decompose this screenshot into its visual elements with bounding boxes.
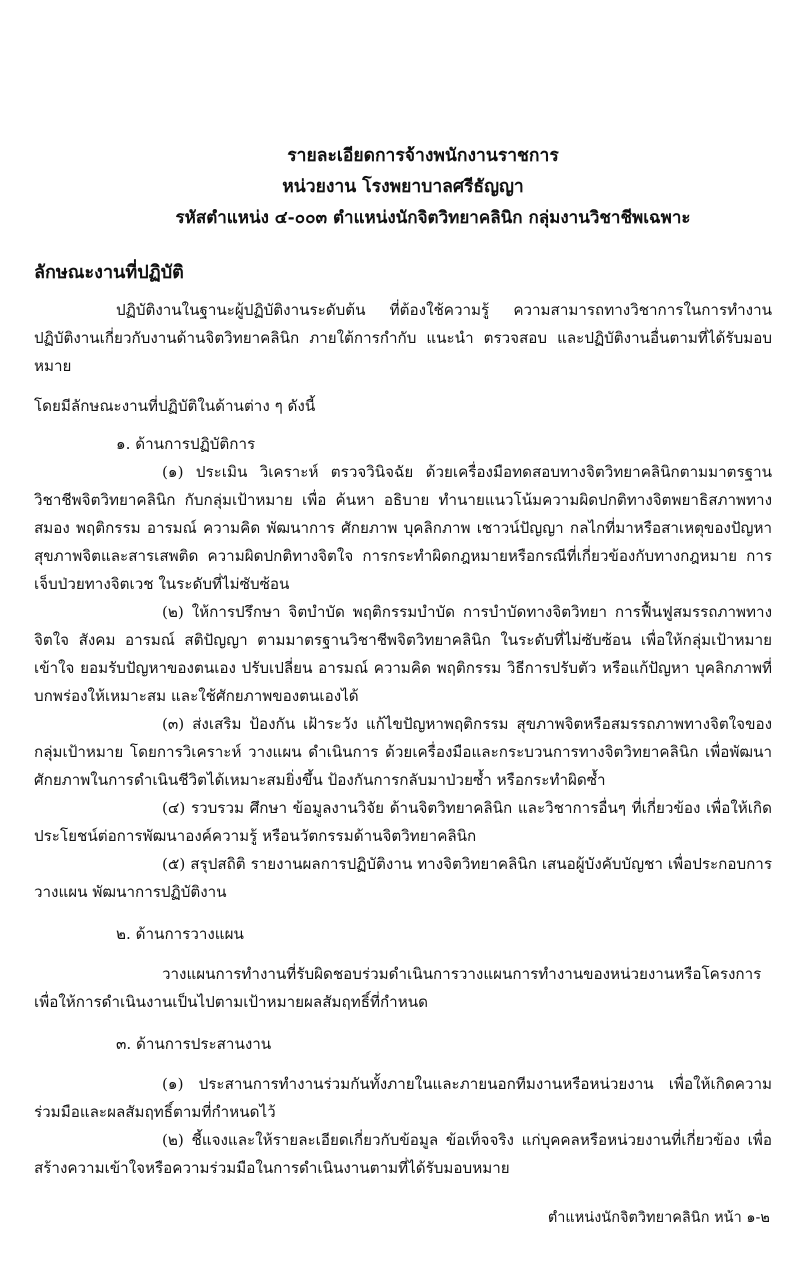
coordination-item-2: (๒) ชี้แจงและให้รายละเอียดเกี่ยวกับข้อมูล ข้อเท็จจริง แก่บุคคลหรือหน่วยงานที่เกี่ยวข้อง เพื่อสร้างความเข้าใจหรือความร่วมมือในการดำเนินงานตามที่ได้รับมอบหมาย (34, 1131, 772, 1177)
section-heading: ลักษณะงานที่ปฏิบัติ (34, 262, 184, 283)
document-title: รายละเอียดการจ้างพนักงานราชการ (287, 146, 559, 166)
position-code-title: รหัสตำแหน่ง ๔-๐๐๓ ตำแหน่งนักจิตวิทยาคลินิก กลุ่มงานวิชาชีพเฉพาะ (175, 208, 691, 228)
coordination-item-1: (๑) ประสานการทำงานร่วมกันทั้งภายในและภายนอกทีมงานหรือหน่วยงาน เพื่อให้เกิดความร่วมมือและผลสัมฤทธิ์ตามที่กำหนดไว้ (34, 1075, 772, 1121)
operations-item-1: (๑) ประเมิน วิเคราะห์ ตรวจวินิจฉัย ด้วยเครื่องมือทดสอบทางจิตวิทยาคลินิกตามมาตรฐานวิชาชีพจิตวิทยาคลินิก กับกลุ่มเป้าหมาย เพื่อ ค้นหา อธิบาย ทำนายแนวโน้มความผิดปกติทางจิตพยาธิสภาพทางสมอง พฤติกรรม อารมณ์ ความคิด พัฒนาการ ศักยภาพ บุคลิกภาพ เชาวน์ปัญญา กลไกที่มาหรือสาเหตุของปัญหาสุขภาพจิตและสารเสพติด ความผิดปกติทางจิตใจ การกระทำผิดกฎหมายหรือกรณีที่เกี่ยวข้องกับทางกฎหมาย การเจ็บป่วยทางจิตเวช ในระดับที่ไม่ซับซ้อน (34, 463, 772, 593)
page-footer: ตำแหน่งนักจิตวิทยาคลินิก หน้า ๑-๒ (547, 1210, 770, 1226)
intro-paragraph: ปฏิบัติงานในฐานะผู้ปฏิบัติงานระดับต้น ที่ต้องใช้ความรู้ ความสามารถทางวิชาการในการทำงาน ปฏิบัติงานเกี่ยวกับงานด้านจิตวิทยาคลินิก ภายใต้การกำกับ แนะนำ ตรวจสอบ และปฏิบัติงานอื่นตามที่ได้รับมอบหมาย (34, 301, 772, 375)
planning-item-1: วางแผนการทำงานที่รับผิดชอบร่วมดำเนินการวางแผนการทำงานของหน่วยงานหรือโครงการเพื่อให้การดำเนินงานเป็นไปตามเป้าหมายผลสัมฤทธิ์ที่กำหนด (34, 965, 762, 1011)
lead-paragraph: โดยมีลักษณะงานที่ปฏิบัติในด้านต่าง ๆ ดังนี้ (34, 397, 316, 415)
category-operations-title: ๑. ด้านการปฏิบัติการ (116, 435, 256, 453)
agency-name: หน่วยงาน โรงพยาบาลศรีธัญญา (282, 177, 524, 197)
document-header (34, 0, 772, 234)
operations-item-4: (๔) รวบรวม ศึกษา ข้อมูลงานวิจัย ด้านจิตวิทยาคลินิก และวิชาการอื่นๆ ที่เกี่ยวข้อง เพื่อให้เกิดประโยชน์ต่อการพัฒนาองค์ความรู้ หรือนวัตกรรมด้านจิตวิทยาคลินิก (34, 799, 772, 845)
category-planning-title: ๒. ด้านการวางแผน (116, 925, 244, 943)
operations-item-5: (๕) สรุปสถิติ รายงานผลการปฏิบัติงาน ทางจิตวิทยาคลินิก เสนอผู้บังคับบัญชา เพื่อประกอบการวางแผน พัฒนาการปฏิบัติงาน (34, 855, 772, 901)
operations-item-2: (๒) ให้การปรึกษา จิตบำบัด พฤติกรรมบำบัด การบำบัดทางจิตวิทยา การฟื้นฟูสมรรถภาพทางจิตใจ สังคม อารมณ์ สติปัญญา ตามมาตรฐานวิชาชีพจิตวิทยาคลินิก ในระดับที่ไม่ซับซ้อน เพื่อให้กลุ่มเป้าหมายเข้าใจ ยอมรับปัญหาของตนเอง ปรับเปลี่ยน อารมณ์ ความคิด พฤติกรรม วิธีการปรับตัว หรือแก้ปัญหา บุคลิกภาพที่บกพร่องให้เหมาะสม และใช้ศักยภาพของตนเองได้ (34, 603, 772, 705)
operations-item-3: (๓) ส่งเสริม ป้องกัน เฝ้าระวัง แก้ไขปัญหาพฤติกรรม สุขภาพจิตหรือสมรรถภาพทางจิตใจของกลุ่มเป้าหมาย โดยการวิเคราะห์ วางแผน ดำเนินการ ด้วยเครื่องมือและกระบวนการทางจิตวิทยาคลินิก เพื่อพัฒนาศักยภาพในการดำเนินชีวิตได้เหมาะสมยิ่งขึ้น ป้องกันการกลับมาป่วยซ้ำ หรือกระทำผิดซ้ำ (34, 715, 772, 789)
category-coordination-title: ๓. ด้านการประสานงาน (116, 1035, 272, 1053)
